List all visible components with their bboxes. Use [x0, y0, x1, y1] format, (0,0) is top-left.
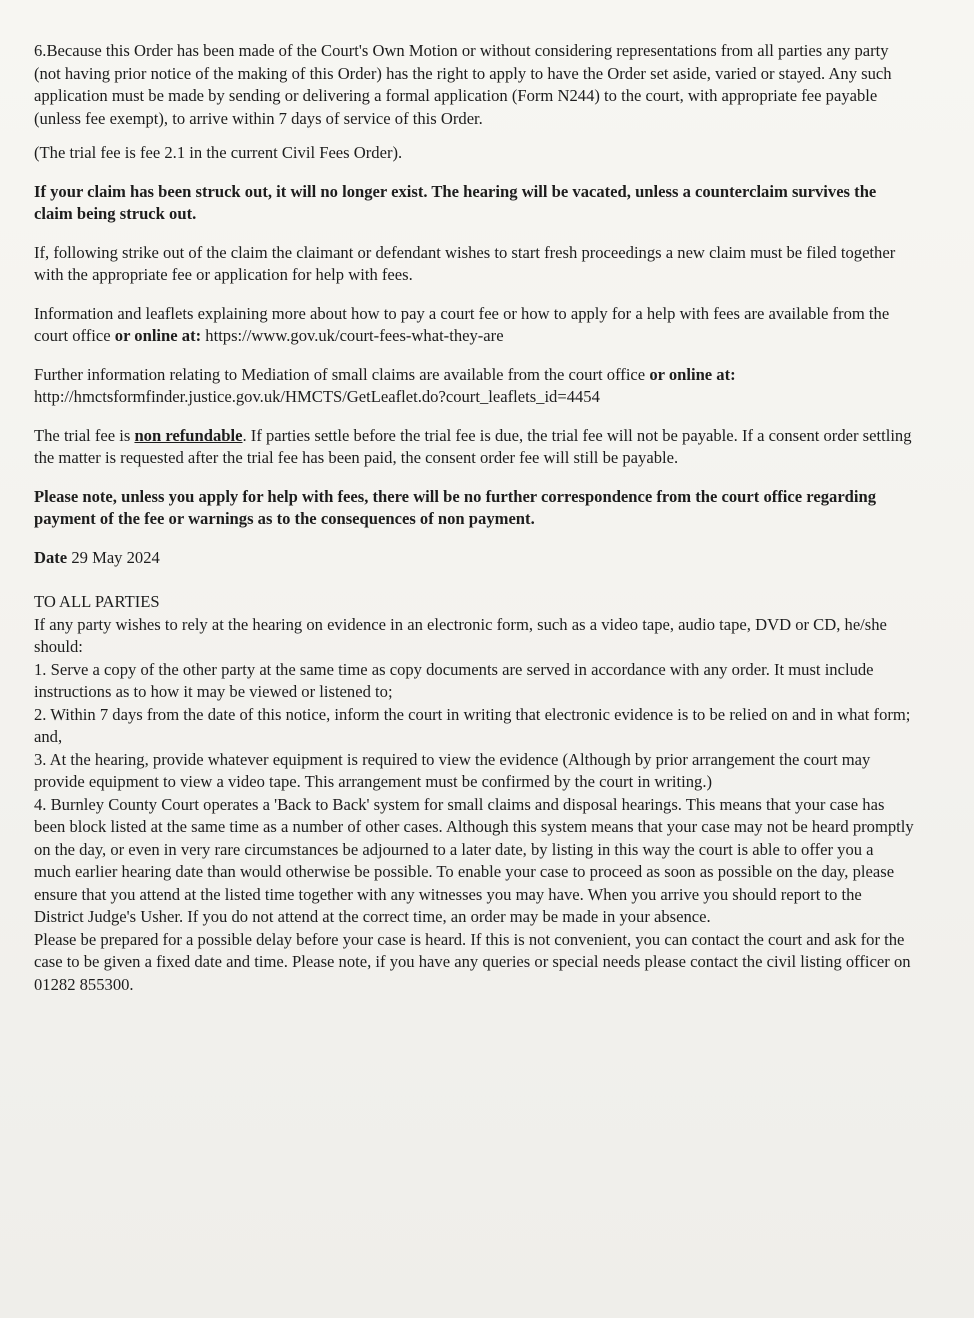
non-refundable-paragraph — [34, 425, 914, 470]
mediation-info-paragraph — [34, 364, 914, 409]
document-body — [34, 40, 914, 996]
list-item: 1. Serve a copy of the other party at the same time as copy documents are served in accordance with any order. It must include instructions as to how it may be viewed or listened to; — [34, 659, 874, 701]
set-aside-paragraph: 6.Because this Order has been made of the Court's Own Motion or without considering representations from all parties any party (not having prior notice of the making of this Order) has the right to apply to have the Order set aside, varied or stayed. Any such application must be made by sending or delivering a formal application (Form N244) to the court, with appropriate fee payable (unless fee exempt), to arrive within 7 days of service of this Order. — [34, 41, 892, 128]
notice-date — [34, 547, 914, 570]
mediation-online-label: or online at: — [649, 364, 736, 384]
mediation-info-text: Further information relating to Mediation of small claims are available from the court office — [34, 364, 650, 384]
refund-lead-text: The trial fee is — [34, 425, 135, 445]
fresh-proceedings-paragraph: If, following strike out of the claim the claimant or defendant wishes to start fresh proceedings a new claim must be filed together with the appropriate fee or application for help with fees. — [34, 242, 896, 284]
date-value: 29 May 2024 — [67, 547, 160, 567]
struck-out-notice: If your claim has been struck out, it will no longer exist. The hearing will be vacated, unless a counterclaim survives the claim being struck out. — [34, 181, 877, 223]
list-item: 4. Burnley County Court operates a 'Back to Back' system for small claims and disposal hearings. This means that your case has been block listed at the same time as a number of other cases. Although this system means that your case may not be heard promptly on the day, or even in very rare circumstances be adjourned to a later date, by listing in this way the court is able to offer you a much earlier hearing date than would otherwise be possible. To enable your case to proceed as soon as possible on the day, please ensure that you attend at the listed time together with any witnesses you may have. When you arrive you should report to the District Judge's Usher. If you do not attend at the correct time, an order may be made in your absence. — [34, 794, 914, 926]
online-at-label: or online at: — [114, 326, 206, 345]
instructions-list — [34, 659, 914, 929]
court-fees-info-text: Information and leaflets explaining more about how to pay a court fee or how to apply for a help with fees are available from the court office — [34, 303, 890, 345]
electronic-evidence-intro: If any party wishes to rely at the hearing on evidence in an electronic form, such as a video tape, audio tape, DVD or CD, he/she should: — [34, 614, 887, 656]
delay-contact-paragraph: Please be prepared for a possible delay before your case is heard. If this is not convenient, you can contact the court and ask for the case to be given a fixed date and time. Please note, if you have any queries or special needs please contact the civil listing officer on 01282 855300. — [34, 929, 911, 994]
no-further-correspondence-notice: Please note, unless you apply for help with fees, there will be no further correspondence from the court office regarding payment of the fee or warnings as to the consequences of non payment. — [34, 486, 877, 528]
date-label: Date — [34, 547, 68, 567]
non-refundable-emphasis: non refundable — [134, 425, 243, 445]
court-fees-url: https://www.gov.uk/court-fees-what-they-are — [205, 326, 504, 345]
mediation-url: http://hmctsformfinder.justice.gov.uk/HMCTS/GetLeaflet.do?court_leaflets_id=4454 — [34, 387, 600, 406]
list-item: 2. Within 7 days from the date of this notice, inform the court in writing that electronic evidence is to be relied on and in what form; and, — [34, 704, 911, 746]
all-parties-heading: TO ALL PARTIES — [34, 592, 160, 611]
refund-rest-text: . If parties settle before the trial fee is due, the trial fee will not be payable. If a consent order settling the matter is requested after the trial fee has been paid, the consent order fee will still be payable. — [34, 425, 912, 467]
trial-fee-reference: (The trial fee is fee 2.1 in the current Civil Fees Order). — [34, 143, 403, 162]
list-item: 3. At the hearing, provide whatever equipment is required to view the evidence (Although by prior arrangement the court may provide equipment to view a video tape. This arrangement must be confirmed by the court in writing.) — [34, 749, 871, 791]
court-fees-info-paragraph — [34, 303, 914, 348]
